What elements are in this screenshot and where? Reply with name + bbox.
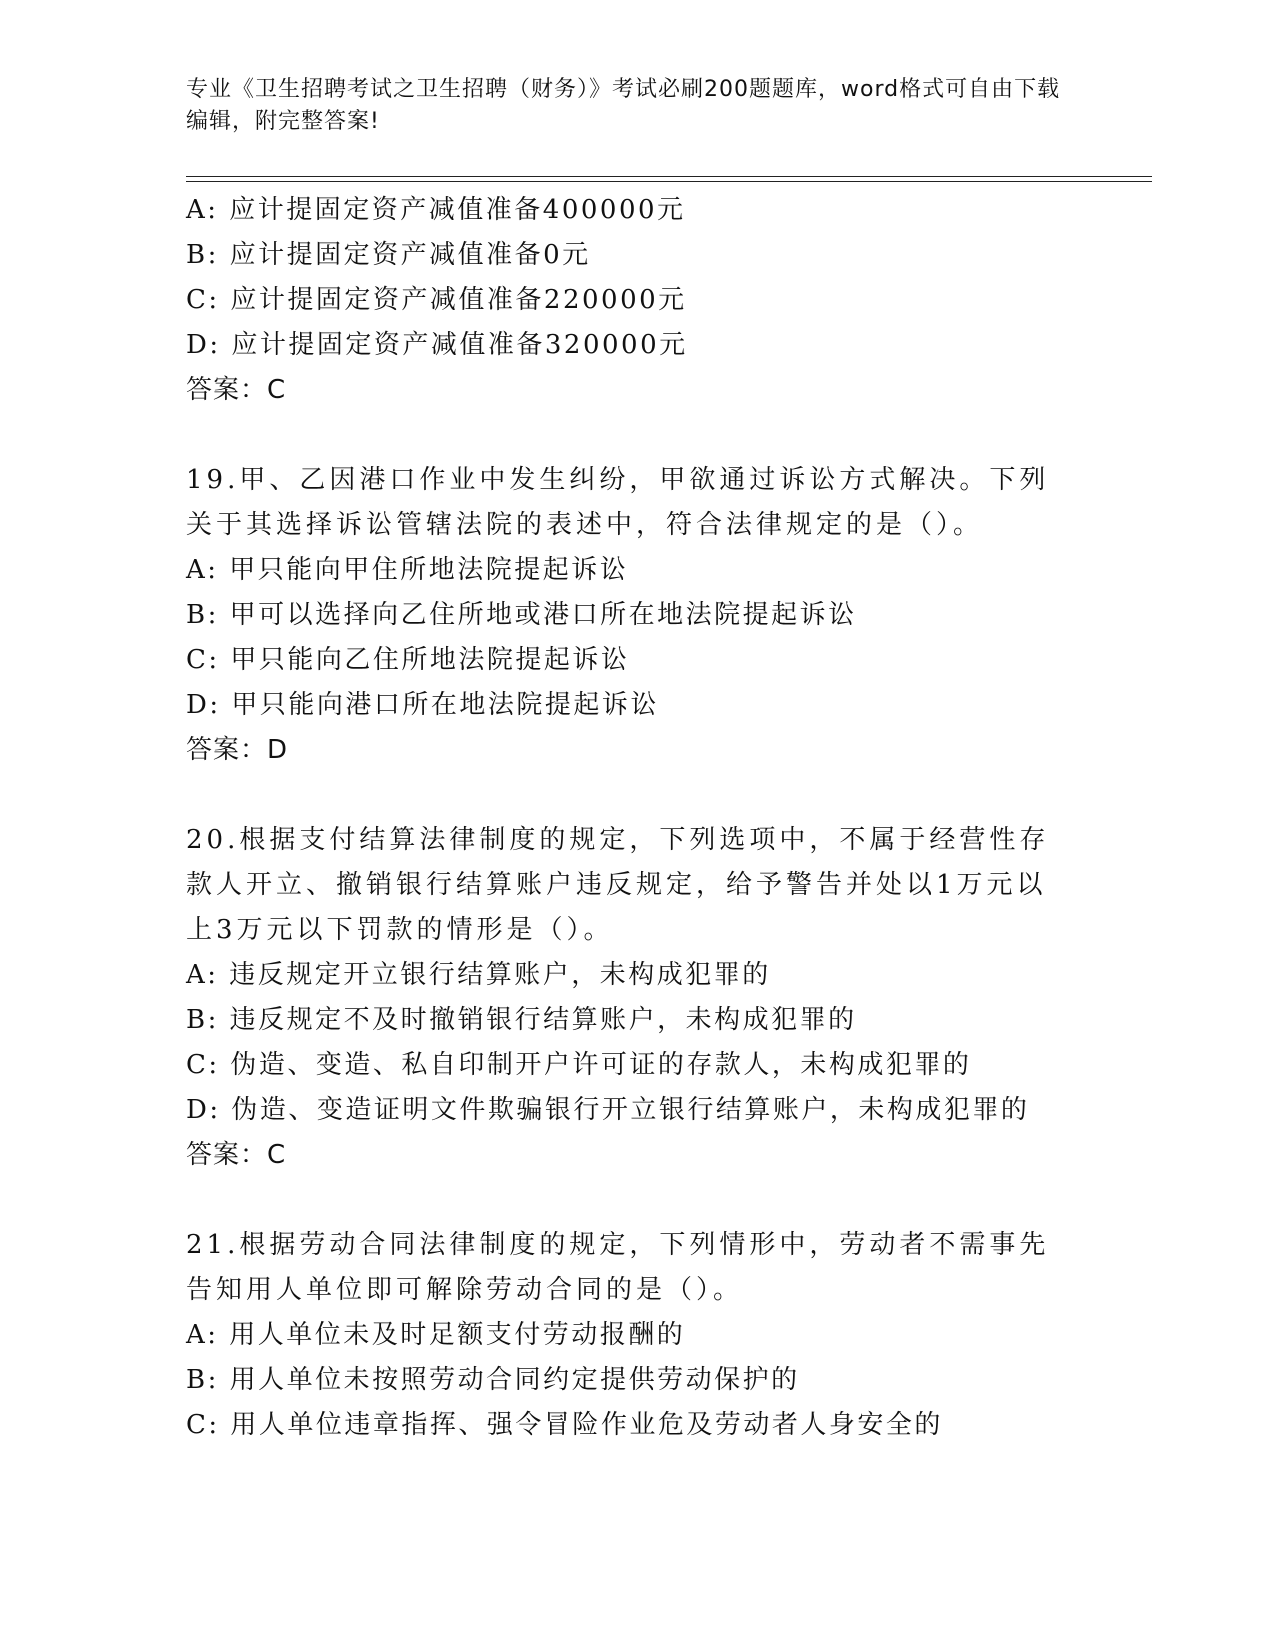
question-20 xyxy=(186,818,1086,1178)
document-header: 专业《卫生招聘考试之卫生招聘（财务）》考试必刷200题题库，word格式可自由下载编辑，附完整答案! xyxy=(186,77,1061,134)
question-21 xyxy=(186,1223,1086,1448)
answer: 答案：C xyxy=(186,1140,287,1170)
option-b: B: 违反规定不及时撤销银行结算账户，未构成犯罪的 xyxy=(186,1005,857,1035)
option-c: C: 应计提固定资产减值准备220000元 xyxy=(186,285,687,315)
spacer xyxy=(186,1178,1086,1223)
answer: 答案：D xyxy=(186,735,289,765)
option-b: B: 甲可以选择向乙住所地或港口所在地法院提起诉讼 xyxy=(186,600,857,630)
option-d: D: 应计提固定资产减值准备320000元 xyxy=(186,330,688,360)
spacer xyxy=(186,413,1086,458)
option-b: B: 用人单位未按照劳动合同约定提供劳动保护的 xyxy=(186,1365,800,1395)
question-list xyxy=(186,188,1086,1448)
spacer xyxy=(186,773,1086,818)
answer: 答案：C xyxy=(186,375,287,405)
option-a: A: 甲只能向甲住所地法院提起诉讼 xyxy=(186,555,629,585)
option-d: D: 甲只能向港口所在地法院提起诉讼 xyxy=(186,690,659,720)
question-stem: 20.根据支付结算法律制度的规定，下列选项中，不属于经营性存款人开立、撤销银行结算账户违反规定，给予警告并处以1万元以上3万元以下罚款的情形是（）。 xyxy=(186,825,1050,945)
option-a: A: 违反规定开立银行结算账户，未构成犯罪的 xyxy=(186,960,771,990)
question-19 xyxy=(186,458,1086,773)
option-a: A: 用人单位未及时足额支付劳动报酬的 xyxy=(186,1320,686,1350)
question-stem: 19.甲、乙因港口作业中发生纠纷，甲欲通过诉讼方式解决。下列关于其选择诉讼管辖法院的表述中，符合法律规定的是（）。 xyxy=(186,465,1050,540)
option-c: C: 伪造、变造、私自印制开户许可证的存款人，未构成犯罪的 xyxy=(186,1050,972,1080)
option-a: A: 应计提固定资产减值准备400000元 xyxy=(186,195,686,225)
question-18-tail xyxy=(186,188,1086,413)
option-c: C: 用人单位违章指挥、强令冒险作业危及劳动者人身安全的 xyxy=(186,1410,943,1440)
header-divider xyxy=(186,176,1152,182)
option-c: C: 甲只能向乙住所地法院提起诉讼 xyxy=(186,645,630,675)
question-stem: 21.根据劳动合同法律制度的规定，下列情形中，劳动者不需事先告知用人单位即可解除劳动合同的是（）。 xyxy=(186,1230,1050,1305)
option-d: D: 伪造、变造证明文件欺骗银行开立银行结算账户，未构成犯罪的 xyxy=(186,1095,1030,1125)
option-b: B: 应计提固定资产减值准备0元 xyxy=(186,240,591,270)
